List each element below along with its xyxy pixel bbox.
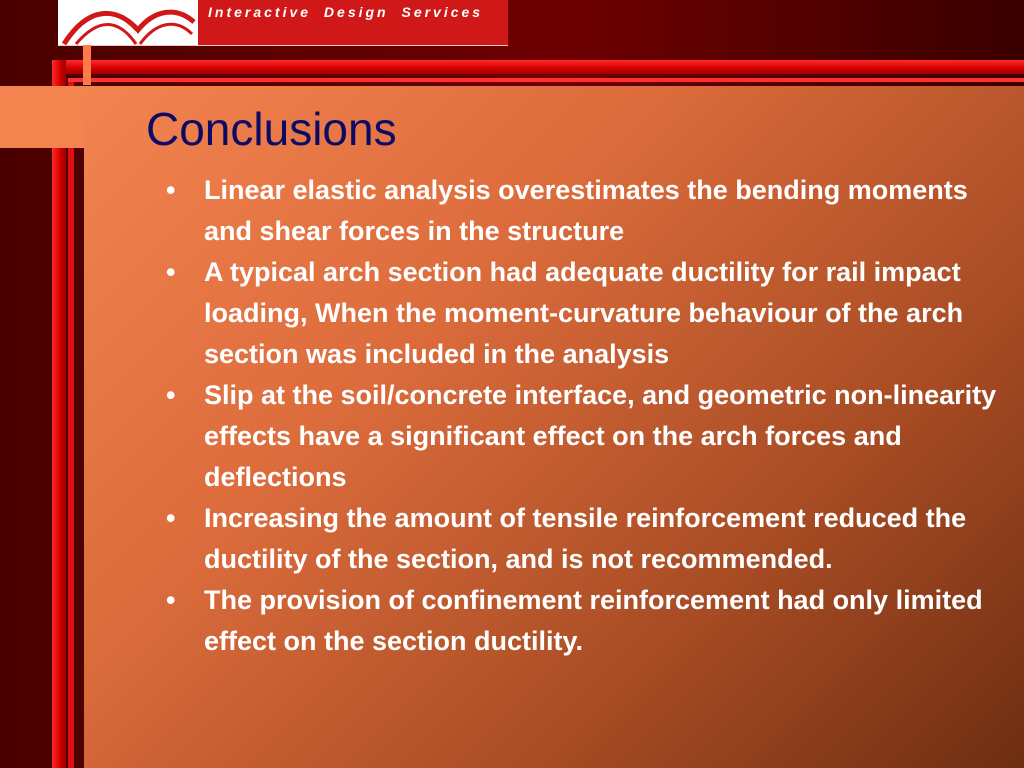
bullet-text: Increasing the amount of tensile reinforcement reduced the ductility of the section, and is not recommended.	[204, 503, 967, 574]
bullet-marker: •	[166, 503, 176, 533]
company-logo-banner	[58, 0, 508, 46]
bullet-item	[160, 170, 1010, 252]
bullet-item	[160, 252, 1010, 375]
logo-text: Interactive Design Services	[208, 4, 484, 20]
bullet-item	[160, 375, 1010, 498]
logo-mark	[58, 0, 198, 45]
frame-top-inner-line	[68, 78, 1024, 82]
bullet-text: Slip at the soil/concrete interface, and geometric non-linearity effects have a significant effect on the arch forces and deflections	[204, 380, 997, 492]
frame-notch	[83, 45, 91, 85]
frame-top-bar	[52, 60, 1024, 74]
bullet-item	[160, 498, 1010, 580]
conclusions-list	[160, 170, 1010, 662]
title-tab	[0, 86, 84, 148]
bullet-marker: •	[166, 257, 176, 287]
bullet-marker: •	[166, 585, 176, 615]
bullet-text: Linear elastic analysis overestimates the bending moments and shear forces in the structure	[204, 175, 968, 246]
bullet-marker: •	[166, 380, 176, 410]
bullet-text: A typical arch section had adequate ductility for rail impact loading, When the moment-curvature behaviour of the arch section was included in the analysis	[204, 257, 964, 369]
frame-left-bar	[52, 60, 66, 768]
slide-title: Conclusions	[146, 103, 397, 155]
arch-logo-icon	[58, 0, 198, 45]
bullet-marker: •	[166, 175, 176, 205]
frame-left-inner-line	[68, 82, 74, 768]
bullet-text: The provision of confinement reinforcement had only limited effect on the section ductility.	[204, 585, 983, 656]
bullet-item	[160, 580, 1010, 662]
